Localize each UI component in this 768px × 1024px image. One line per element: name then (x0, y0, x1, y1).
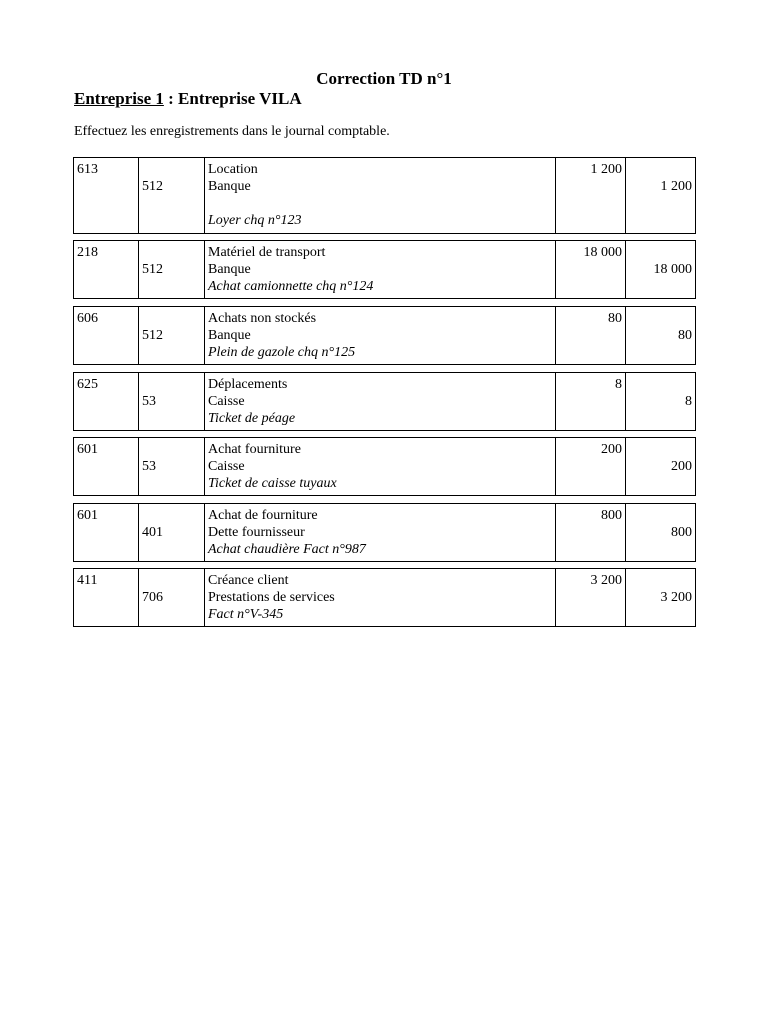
journal-entry (73, 157, 696, 234)
debit-account: 601 (77, 508, 98, 523)
description-cell (205, 307, 556, 364)
debit-amount-cell (556, 307, 626, 364)
debit-label: Achat fourniture (208, 442, 301, 457)
credit-amount-cell (626, 158, 695, 233)
credit-account: 512 (142, 179, 163, 194)
credit-account-cell (139, 438, 205, 495)
debit-account: 411 (77, 573, 98, 588)
debit-amount: 18 000 (583, 245, 622, 260)
description-cell (205, 241, 556, 298)
journal-entry (73, 437, 696, 496)
credit-account-cell (139, 373, 205, 430)
debit-account-cell (74, 504, 139, 561)
debit-amount-cell (556, 438, 626, 495)
journal-entry (73, 503, 696, 562)
credit-amount: 200 (671, 459, 692, 474)
credit-amount-cell (626, 504, 695, 561)
credit-account-cell (139, 504, 205, 561)
journal-entry (73, 568, 696, 627)
credit-amount: 8 (685, 394, 692, 409)
description-cell (205, 373, 556, 430)
credit-account: 706 (142, 590, 163, 605)
credit-label: Prestations de services (208, 590, 335, 605)
debit-label: Achats non stockés (208, 311, 317, 326)
credit-amount-cell (626, 241, 695, 298)
debit-label: Matériel de transport (208, 245, 326, 260)
credit-label: Banque (208, 179, 251, 194)
debit-amount-cell (556, 158, 626, 233)
instruction-text: Effectuez les enregistrements dans le journal comptable. (74, 124, 390, 139)
document-title: Correction TD n°1 (316, 69, 452, 88)
description-cell (205, 438, 556, 495)
journal-entry (73, 372, 696, 431)
debit-account-cell (74, 158, 139, 233)
debit-label: Achat de fourniture (208, 508, 318, 523)
debit-amount-cell (556, 569, 626, 626)
credit-amount: 1 200 (660, 179, 692, 194)
credit-amount: 800 (671, 525, 692, 540)
entry-note: Fact n°V-345 (208, 607, 284, 622)
company-heading (74, 89, 302, 109)
debit-amount: 80 (608, 311, 622, 326)
credit-label: Dette fournisseur (208, 525, 305, 540)
entry-note: Achat chaudière Fact n°987 (208, 542, 366, 557)
credit-amount-cell (626, 307, 695, 364)
debit-account: 606 (77, 311, 98, 326)
credit-account: 512 (142, 328, 163, 343)
credit-amount: 3 200 (660, 590, 692, 605)
debit-amount: 200 (601, 442, 622, 457)
credit-account: 401 (142, 525, 163, 540)
description-cell (205, 569, 556, 626)
credit-account-cell (139, 158, 205, 233)
debit-label: Déplacements (208, 377, 288, 392)
debit-amount: 3 200 (590, 573, 622, 588)
credit-label: Banque (208, 262, 251, 277)
debit-amount: 8 (615, 377, 622, 392)
entry-note: Loyer chq n°123 (208, 213, 302, 228)
debit-amount-cell (556, 504, 626, 561)
credit-label: Caisse (208, 394, 245, 409)
debit-amount-cell (556, 241, 626, 298)
debit-account: 601 (77, 442, 98, 457)
entry-note: Achat camionnette chq n°124 (208, 279, 374, 294)
debit-account-cell (74, 438, 139, 495)
debit-account: 613 (77, 162, 98, 177)
credit-amount: 80 (678, 328, 692, 343)
company-name: : Entreprise VILA (163, 89, 302, 108)
debit-label: Créance client (208, 573, 289, 588)
journal-entry (73, 306, 696, 365)
journal-entry (73, 240, 696, 299)
entry-note: Ticket de péage (208, 411, 296, 426)
debit-account-cell (74, 373, 139, 430)
debit-account: 218 (77, 245, 98, 260)
description-cell (205, 504, 556, 561)
credit-amount-cell (626, 373, 695, 430)
credit-account: 512 (142, 262, 163, 277)
debit-account: 625 (77, 377, 98, 392)
credit-account-cell (139, 241, 205, 298)
debit-account-cell (74, 307, 139, 364)
debit-label: Location (208, 162, 258, 177)
credit-amount-cell (626, 569, 695, 626)
credit-account: 53 (142, 459, 156, 474)
credit-account-cell (139, 307, 205, 364)
debit-amount: 1 200 (590, 162, 622, 177)
company-number: Entreprise 1 (74, 89, 164, 108)
debit-account-cell (74, 569, 139, 626)
debit-amount: 800 (601, 508, 622, 523)
debit-amount-cell (556, 373, 626, 430)
credit-account-cell (139, 569, 205, 626)
entry-note: Ticket de caisse tuyaux (208, 476, 337, 491)
credit-label: Caisse (208, 459, 245, 474)
credit-amount-cell (626, 438, 695, 495)
credit-label: Banque (208, 328, 251, 343)
credit-account: 53 (142, 394, 156, 409)
description-cell (205, 158, 556, 233)
entry-note: Plein de gazole chq n°125 (208, 345, 356, 360)
debit-account-cell (74, 241, 139, 298)
credit-amount: 18 000 (653, 262, 692, 277)
